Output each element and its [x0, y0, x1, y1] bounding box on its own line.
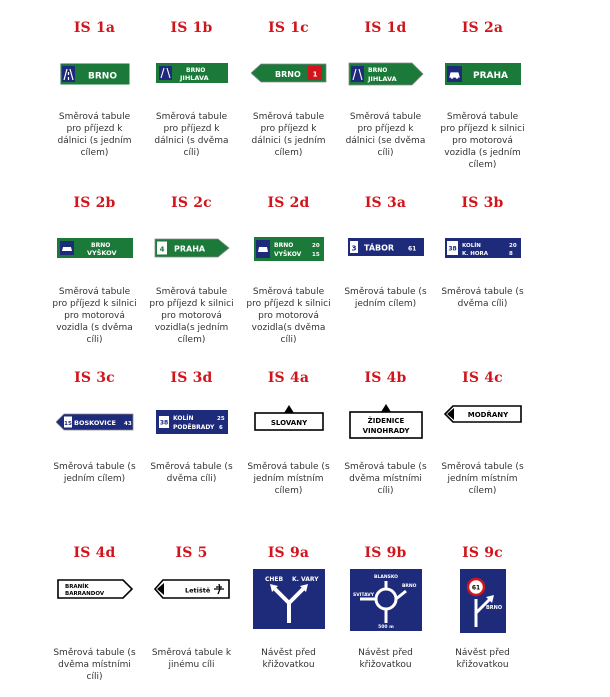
sign-line-1: CHEB: [264, 576, 283, 583]
sign-line-1: BOSKOVICE: [73, 419, 116, 427]
sign-code: IS 1c: [268, 20, 309, 36]
sign-caption: Směrová tabule pro příjezd k silnici pro motorová vozidla(s jedním cílem): [149, 287, 234, 345]
sign-caption: Směrová tabule pro příjezd k dálnici (s jedním cílem): [57, 112, 132, 158]
sign-line-1: MODŘANY: [467, 411, 508, 419]
sign-image: [240, 227, 337, 281]
sign-line-2: BARRANDOV: [64, 591, 104, 597]
sign-code: IS 9c: [462, 545, 503, 561]
sign-image: [337, 569, 434, 641]
direction-sign-graphic: [156, 410, 228, 438]
sign-line-1: BRNO: [90, 242, 110, 249]
sign-line-1: BRNO: [185, 67, 205, 74]
sign-image: [46, 52, 143, 106]
arrow-sign-right-graphic: [154, 238, 230, 262]
sign-line-1: BRNO: [273, 242, 293, 249]
expressway-sign-graphic: [57, 238, 133, 262]
sign-cell-is9b: [337, 525, 434, 697]
advance-direction-sign-graphic: [350, 569, 422, 631]
sign-code: IS 1a: [73, 20, 116, 36]
sign-line-1: TÁBOR: [363, 243, 394, 253]
sign-caption: Směrová tabule (s jedním místním cílem): [441, 462, 524, 496]
sign-line-2: SVITAVY: [352, 593, 374, 598]
sign-image: [143, 402, 240, 456]
sign-line-2: PODĚBRADY: [172, 424, 214, 431]
sign-code: IS 3c: [74, 370, 115, 386]
sign-code: IS 5: [175, 545, 208, 561]
sign-code: IS 4d: [73, 545, 116, 561]
sign-cell-is3c: [46, 350, 143, 525]
sign-line-1: BRNO: [87, 71, 117, 82]
sign-image: [337, 227, 434, 281]
arrow-sign-left-graphic: [56, 413, 134, 437]
distance-1: 61: [407, 245, 416, 253]
sign-line-1: PRAHA: [472, 71, 508, 81]
distance-1: 43: [123, 421, 132, 427]
road-number: 4: [159, 245, 164, 254]
local-sign-left-graphic: [154, 579, 230, 603]
sign-caption: Směrová tabule (s jedním místním cílem): [247, 462, 330, 496]
sign-image: [434, 52, 531, 106]
sign-line-1: SLOVANY: [270, 419, 307, 427]
sign-line-1: KOLÍN: [172, 415, 194, 422]
sign-caption: Návěst před křižovatkou: [455, 648, 510, 670]
sign-line-2: VINOHRADY: [362, 427, 409, 435]
road-number: 15: [63, 421, 72, 427]
car-icon: [62, 247, 72, 251]
sign-code: IS 2a: [461, 20, 504, 36]
sign-image: [46, 227, 143, 281]
sign-image: [143, 52, 240, 106]
sign-caption: Návěst před křižovatkou: [261, 648, 316, 670]
distance-2: 15: [311, 252, 320, 258]
sign-caption: Směrová tabule (s dvěma místními cíli): [53, 648, 136, 682]
sign-image: [240, 52, 337, 106]
sign-line-1: PRAHA: [173, 244, 205, 254]
sign-cell-is2c: [143, 175, 240, 350]
sign-caption: Směrová tabule pro příjezd k dálnici (se dvěma cíli): [345, 112, 426, 158]
sign-image: [46, 402, 143, 456]
arrow-sign-right-graphic: [348, 62, 424, 88]
sign-cell-is5: [143, 525, 240, 697]
sign-line-2: K. HORA: [461, 251, 488, 257]
distance-2: 6: [218, 425, 223, 431]
sign-line-1: BRNO: [274, 70, 301, 79]
sign-image: [240, 569, 337, 641]
sign-image: [143, 227, 240, 281]
sign-code: IS 3a: [364, 195, 407, 211]
local-sign-up-graphic: [348, 402, 424, 444]
sign-image: [337, 402, 434, 456]
sign-cell-is1d: [337, 0, 434, 175]
sign-line-3: BRNO: [401, 584, 416, 589]
sign-line-2: K. VARY: [291, 576, 319, 583]
sign-cell-is9a: [240, 525, 337, 697]
sign-line-1: Letiště: [184, 586, 210, 595]
sign-cell-is1c: [240, 0, 337, 175]
sign-caption: Směrová tabule (s dvěma cíli): [150, 462, 233, 484]
sign-line-4: 500 m: [377, 625, 394, 630]
road-number: 38: [447, 245, 457, 253]
sign-cell-is2a: [434, 0, 531, 175]
sign-code: IS 4c: [462, 370, 503, 386]
sign-caption: Směrová tabule (s jedním cílem): [53, 462, 136, 484]
sign-cell-is2d: [240, 175, 337, 350]
advance-direction-sign-graphic: [460, 569, 506, 633]
sign-cell-is4b: [337, 350, 434, 525]
sign-caption: Směrová tabule pro příjezd k dálnici (s dvěma cíli): [154, 112, 229, 158]
sign-caption: Návěst před křižovatkou: [358, 648, 413, 670]
sign-caption: Směrová tabule pro příjezd k silnici pro motorová vozidla (s dvěma cíli): [52, 287, 137, 345]
sign-caption: Směrová tabule (s jedním cílem): [344, 287, 427, 309]
direction-sign-graphic: [445, 238, 521, 262]
sign-line-2: JIHLAVA: [367, 75, 397, 83]
sign-code: IS 2b: [73, 195, 116, 211]
expressway-sign-graphic: [445, 63, 521, 87]
sign-code: IS 3b: [461, 195, 504, 211]
sign-image: [46, 569, 143, 641]
sign-caption: Směrová tabule k jinému cíli: [151, 648, 232, 670]
sign-caption: Směrová tabule pro příjezd k silnici pro motorová vozidla(s dvěma cíli): [246, 287, 331, 345]
sign-cell-is3b: [434, 175, 531, 350]
sign-cell-is3a: [337, 175, 434, 350]
motorway-sign-graphic: [156, 63, 228, 87]
sign-code: IS 9a: [267, 545, 310, 561]
local-sign-left-graphic: [444, 405, 522, 429]
sign-image: [337, 52, 434, 106]
local-sign-right-graphic: [57, 579, 133, 603]
sign-cell-is1a: [46, 0, 143, 175]
expressway-sign-graphic: [254, 237, 324, 263]
sign-line-2: JIHLAVA: [179, 74, 209, 82]
sign-line-2: VYŠKOV: [273, 251, 301, 258]
sign-cell-is4c: [434, 350, 531, 525]
sign-code: IS 9b: [364, 545, 407, 561]
distance-2: 8: [508, 251, 513, 257]
arrow-sign-left-graphic: [251, 63, 327, 87]
advance-direction-sign-graphic: [253, 569, 325, 629]
sign-code: IS 3d: [170, 370, 213, 386]
road-number: 3: [351, 244, 356, 253]
sign-caption: Směrová tabule (s dvěma cíli): [441, 287, 524, 309]
sign-cell-is9c: [434, 525, 531, 697]
sign-cell-is1b: [143, 0, 240, 175]
sign-cell-is4a: [240, 350, 337, 525]
sign-code: IS 1d: [364, 20, 407, 36]
car-icon: [258, 247, 268, 252]
sign-code: IS 2c: [171, 195, 212, 211]
sign-cell-is4d: [46, 525, 143, 697]
sign-cell-is2b: [46, 175, 143, 350]
motorway-sign-graphic: [60, 63, 130, 87]
sign-image: [434, 569, 531, 641]
sign-caption: Směrová tabule (s dvěma místními cíli): [344, 462, 427, 496]
car-icon: [450, 73, 459, 78]
sign-line-1: ŽIDENICE: [367, 417, 404, 425]
sign-caption: Směrová tabule pro příjezd k dálnici (s jedním cílem): [251, 112, 326, 158]
exit-number: 1: [312, 70, 317, 79]
sign-image: [434, 227, 531, 281]
sign-code: IS 4a: [267, 370, 310, 386]
sign-cell-is3d: [143, 350, 240, 525]
sign-line-1: BLANSKO: [373, 575, 398, 580]
road-number: 38: [159, 419, 168, 427]
sign-caption: Směrová tabule pro příjezd k silnici pro motorová vozidla (s jedním cílem): [440, 112, 525, 170]
local-sign-up-graphic: [253, 402, 325, 436]
sign-line-1: BRANÍK: [64, 584, 89, 590]
sign-code: IS 1b: [170, 20, 213, 36]
sign-code: IS 4b: [364, 370, 407, 386]
sign-image: [240, 402, 337, 456]
sign-line-1: KOLÍN: [461, 243, 481, 249]
sign-image: [434, 402, 531, 456]
distance-1: 20: [311, 243, 320, 249]
direction-sign-graphic: [348, 238, 424, 262]
sign-line-1: BRNO: [485, 605, 502, 611]
sign-line-1: BRNO: [367, 67, 387, 74]
distance-1: 20: [508, 243, 517, 249]
road-number: 61: [471, 584, 480, 592]
sign-line-2: VYŠKOV: [86, 249, 117, 257]
distance-1: 25: [216, 416, 225, 422]
sign-code: IS 2d: [267, 195, 310, 211]
sign-image: [143, 569, 240, 641]
